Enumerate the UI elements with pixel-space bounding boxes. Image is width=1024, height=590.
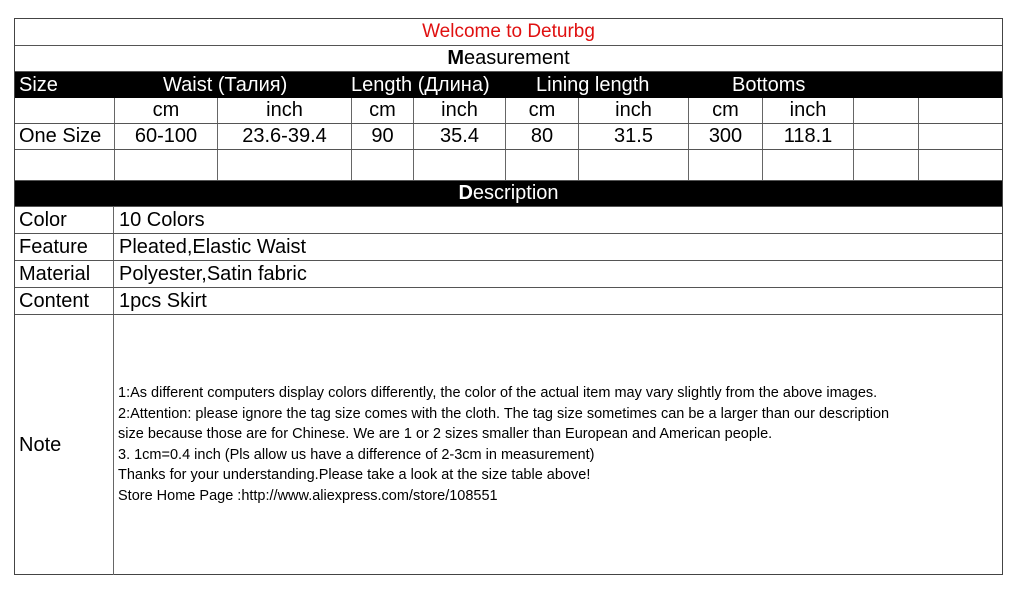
empty-cell: [506, 150, 579, 180]
unit-cell: cm: [115, 98, 218, 123]
length-inch-value: 35.4: [414, 124, 506, 149]
measurement-rest: easurement: [464, 47, 570, 69]
waist-cm-value: 60-100: [115, 124, 218, 149]
empty-cell: [115, 150, 218, 180]
bottoms-column-header: Bottoms: [732, 74, 806, 96]
empty-cell: [763, 150, 854, 180]
size-header-bar: [15, 72, 1002, 98]
note-label: Note: [15, 315, 114, 575]
empty-cell: [854, 150, 919, 180]
unit-cell: inch: [763, 98, 854, 123]
lining-length-column-header: Lining length: [536, 74, 650, 96]
description-value: Pleated,Elastic Waist: [119, 235, 307, 258]
description-value: 1pcs Skirt: [119, 289, 207, 312]
bottoms-inch-value: 118.1: [763, 124, 854, 149]
note-row: [15, 315, 1002, 575]
description-value: 10 Colors: [119, 208, 205, 231]
empty-row: [15, 150, 1002, 181]
note-line: Store Home Page :http://www.aliexpress.com/store/108551: [118, 487, 498, 504]
note-line: size because those are for Chinese. We are 1 or 2 sizes smaller than European and American people.: [118, 426, 773, 442]
description-first-letter: D: [458, 182, 473, 204]
description-row-feature: [15, 234, 1002, 261]
description-row-color: [15, 207, 1002, 234]
unit-cell: cm: [352, 98, 414, 123]
description-label: Content: [15, 288, 114, 314]
empty-cell: [579, 150, 689, 180]
description-header-bar: [15, 181, 1002, 207]
unit-cell: inch: [218, 98, 352, 123]
unit-cell: inch: [414, 98, 506, 123]
one-size-label: One Size: [15, 124, 115, 149]
size-column-header: Size: [19, 74, 58, 96]
description-label: Material: [15, 261, 114, 287]
note-line: 2:Attention: please ignore the tag size comes with the cloth. The tag size sometimes can be a larger than our description: [118, 405, 890, 422]
unit-cell: cm: [689, 98, 763, 123]
empty-cell: [854, 98, 919, 123]
empty-cell: [15, 150, 115, 180]
empty-cell: [352, 150, 414, 180]
unit-cell: cm: [506, 98, 579, 123]
description-row-content: [15, 288, 1002, 315]
length-column-header: Length (Длина): [351, 74, 490, 96]
note-line: Thanks for your understanding.Please take a look at the size table above!: [118, 467, 591, 483]
description-row-material: [15, 261, 1002, 288]
unit-cell: inch: [579, 98, 689, 123]
description-rest: escription: [472, 182, 559, 204]
description-label: Color: [15, 207, 114, 233]
one-size-row: [15, 124, 1002, 150]
lining-cm-value: 80: [506, 124, 579, 149]
empty-cell: [854, 124, 919, 149]
note-text: [118, 383, 1002, 506]
measurement-first-letter: M: [447, 47, 465, 69]
note-line: 1:As different computers display colors differently, the color of the actual item may vary slightly from the above images.: [118, 385, 878, 401]
note-line: 3. 1cm=0.4 inch (Pls allow us have a difference of 2-3cm in measurement): [118, 446, 595, 463]
bottoms-cm-value: 300: [689, 124, 763, 149]
description-value: Polyester,Satin fabric: [119, 262, 307, 285]
empty-cell: [414, 150, 506, 180]
empty-cell: [689, 150, 763, 180]
size-chart-sheet: [14, 18, 1003, 575]
lining-inch-value: 31.5: [579, 124, 689, 149]
description-label: Feature: [15, 234, 114, 260]
waist-column-header: Waist (Талия): [163, 74, 288, 96]
welcome-text: Welcome to Deturbg: [422, 21, 595, 42]
waist-inch-value: 23.6-39.4: [218, 124, 352, 149]
units-row: [15, 98, 1002, 124]
store-welcome-title: [15, 19, 1002, 46]
measurement-heading: [15, 46, 1002, 72]
empty-cell: [218, 150, 352, 180]
length-cm-value: 90: [352, 124, 414, 149]
units-blank-cell: [15, 98, 115, 123]
